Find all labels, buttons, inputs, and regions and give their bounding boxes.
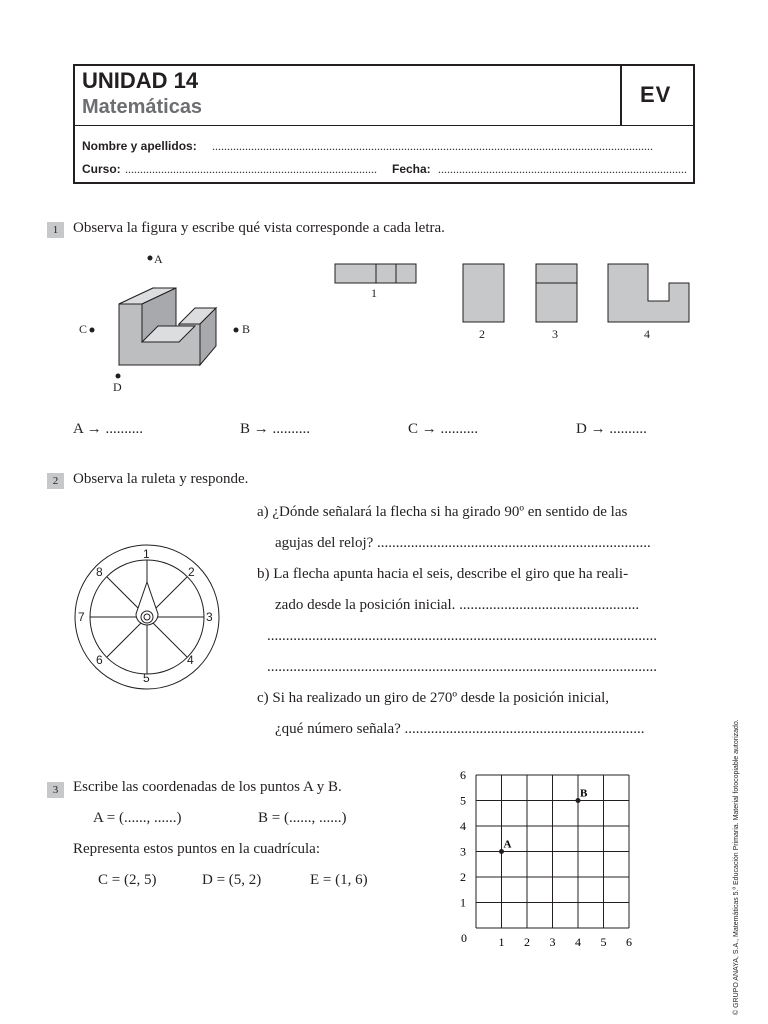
grid-point-label: B	[580, 787, 588, 800]
name-field[interactable]: ...................................................................................................................................................	[212, 139, 653, 153]
answer-c[interactable]: C → ..........	[408, 421, 479, 437]
date-field[interactable]: ...................................................................................	[438, 162, 687, 176]
name-label: Nombre y apellidos:	[82, 139, 197, 153]
subject-title: Matemáticas	[82, 96, 203, 118]
answer-line[interactable]: ¿qué número señala? ................................................................	[275, 721, 645, 737]
question-prompt: Observa la ruleta y responde.	[73, 471, 249, 487]
course-field[interactable]: ....................................................................................	[125, 162, 377, 176]
answer-line[interactable]: ........................................................................................................	[267, 628, 657, 644]
question-line: a) ¿Dónde señalará la flecha si ha girado 90º en sentido de las	[257, 504, 628, 520]
answer-line[interactable]: agujas del reloj? .........................................................................	[275, 535, 651, 551]
x-tick-label: 6	[626, 935, 632, 949]
point-d-coords: D = (5, 2)	[202, 872, 262, 888]
point-e-coords: E = (1, 6)	[310, 872, 368, 888]
answer-line[interactable]: zado desde la posición inicial. ................................................	[275, 597, 640, 613]
answer-a[interactable]: A → ..........	[73, 421, 144, 437]
answer-b[interactable]: B → ..........	[240, 421, 311, 437]
y-tick-label: 5	[460, 793, 466, 808]
answer-d[interactable]: D → ..........	[576, 421, 647, 437]
roulette-number: 7	[78, 610, 85, 624]
point-d-dot	[116, 374, 121, 379]
point-a-dot	[148, 256, 153, 261]
y-tick-label: 3	[460, 844, 466, 859]
roulette-number: 8	[96, 565, 103, 579]
roulette	[72, 542, 224, 692]
y-tick-label: 2	[460, 870, 466, 884]
instruction-text: Representa estos puntos en la cuadrícula:	[73, 841, 321, 857]
course-label: Curso:	[82, 162, 121, 176]
question-number: 1	[47, 222, 64, 238]
x-tick-label: 4	[575, 935, 581, 949]
evaluation-code: EV	[640, 82, 672, 107]
question-number: 2	[47, 473, 64, 489]
answer-line[interactable]: ........................................................................................................	[267, 659, 657, 675]
point-c-coords: C = (2, 5)	[98, 872, 157, 888]
coordinate-a-answer[interactable]: A = (......, ......)	[93, 810, 182, 826]
x-tick-label: 2	[524, 935, 530, 949]
point-label-d: D	[113, 380, 122, 394]
date-label: Fecha:	[392, 162, 431, 176]
coordinate-grid[interactable]	[440, 768, 650, 956]
roulette-number: 3	[206, 610, 213, 624]
header-divider	[620, 64, 622, 126]
roulette-number: 2	[188, 565, 195, 579]
views-figure	[70, 248, 710, 398]
roulette-number: 6	[96, 653, 103, 667]
view-label: 3	[552, 327, 558, 341]
point-label-c: C	[79, 322, 88, 336]
point-b-dot	[234, 328, 239, 333]
question-prompt: Escribe las coordenadas de los puntos A y B.	[73, 779, 342, 795]
header-divider	[73, 125, 695, 126]
question-line: b) La flecha apunta hacia el seis, describe el giro que ha reali-	[257, 566, 629, 582]
point-label-b: B	[242, 322, 251, 336]
point-label-a: A	[154, 252, 163, 266]
x-tick-label: 1	[498, 935, 505, 949]
roulette-number: 1	[143, 547, 150, 561]
view-label: 2	[479, 327, 485, 341]
x-tick-label: 3	[549, 935, 556, 949]
unit-title: UNIDAD 14	[82, 68, 199, 93]
x-tick-label: 0	[461, 931, 467, 945]
y-tick-label: 6	[460, 768, 466, 782]
view-label: 4	[644, 327, 650, 341]
view-label: 1	[371, 286, 377, 300]
point-c-dot	[90, 328, 95, 333]
y-tick-label: 4	[460, 819, 466, 833]
y-tick-label: 1	[460, 895, 466, 910]
x-tick-label: 5	[600, 935, 607, 949]
question-number: 3	[47, 782, 64, 798]
roulette-number: 5	[143, 671, 150, 685]
question-line: c) Si ha realizado un giro de 270º desde la posición inicial,	[257, 690, 610, 706]
question-prompt: Observa la figura y escribe qué vista corresponde a cada letra.	[73, 220, 445, 236]
coordinate-b-answer[interactable]: B = (......, ......)	[258, 810, 347, 826]
copyright-note: © GRUPO ANAYA, S.A., Matemáticas 5.º Educación Primaria. Material fotocopiable autorizado.	[733, 719, 740, 1015]
roulette-number: 4	[187, 653, 194, 667]
grid-point-label: A	[503, 838, 512, 851]
